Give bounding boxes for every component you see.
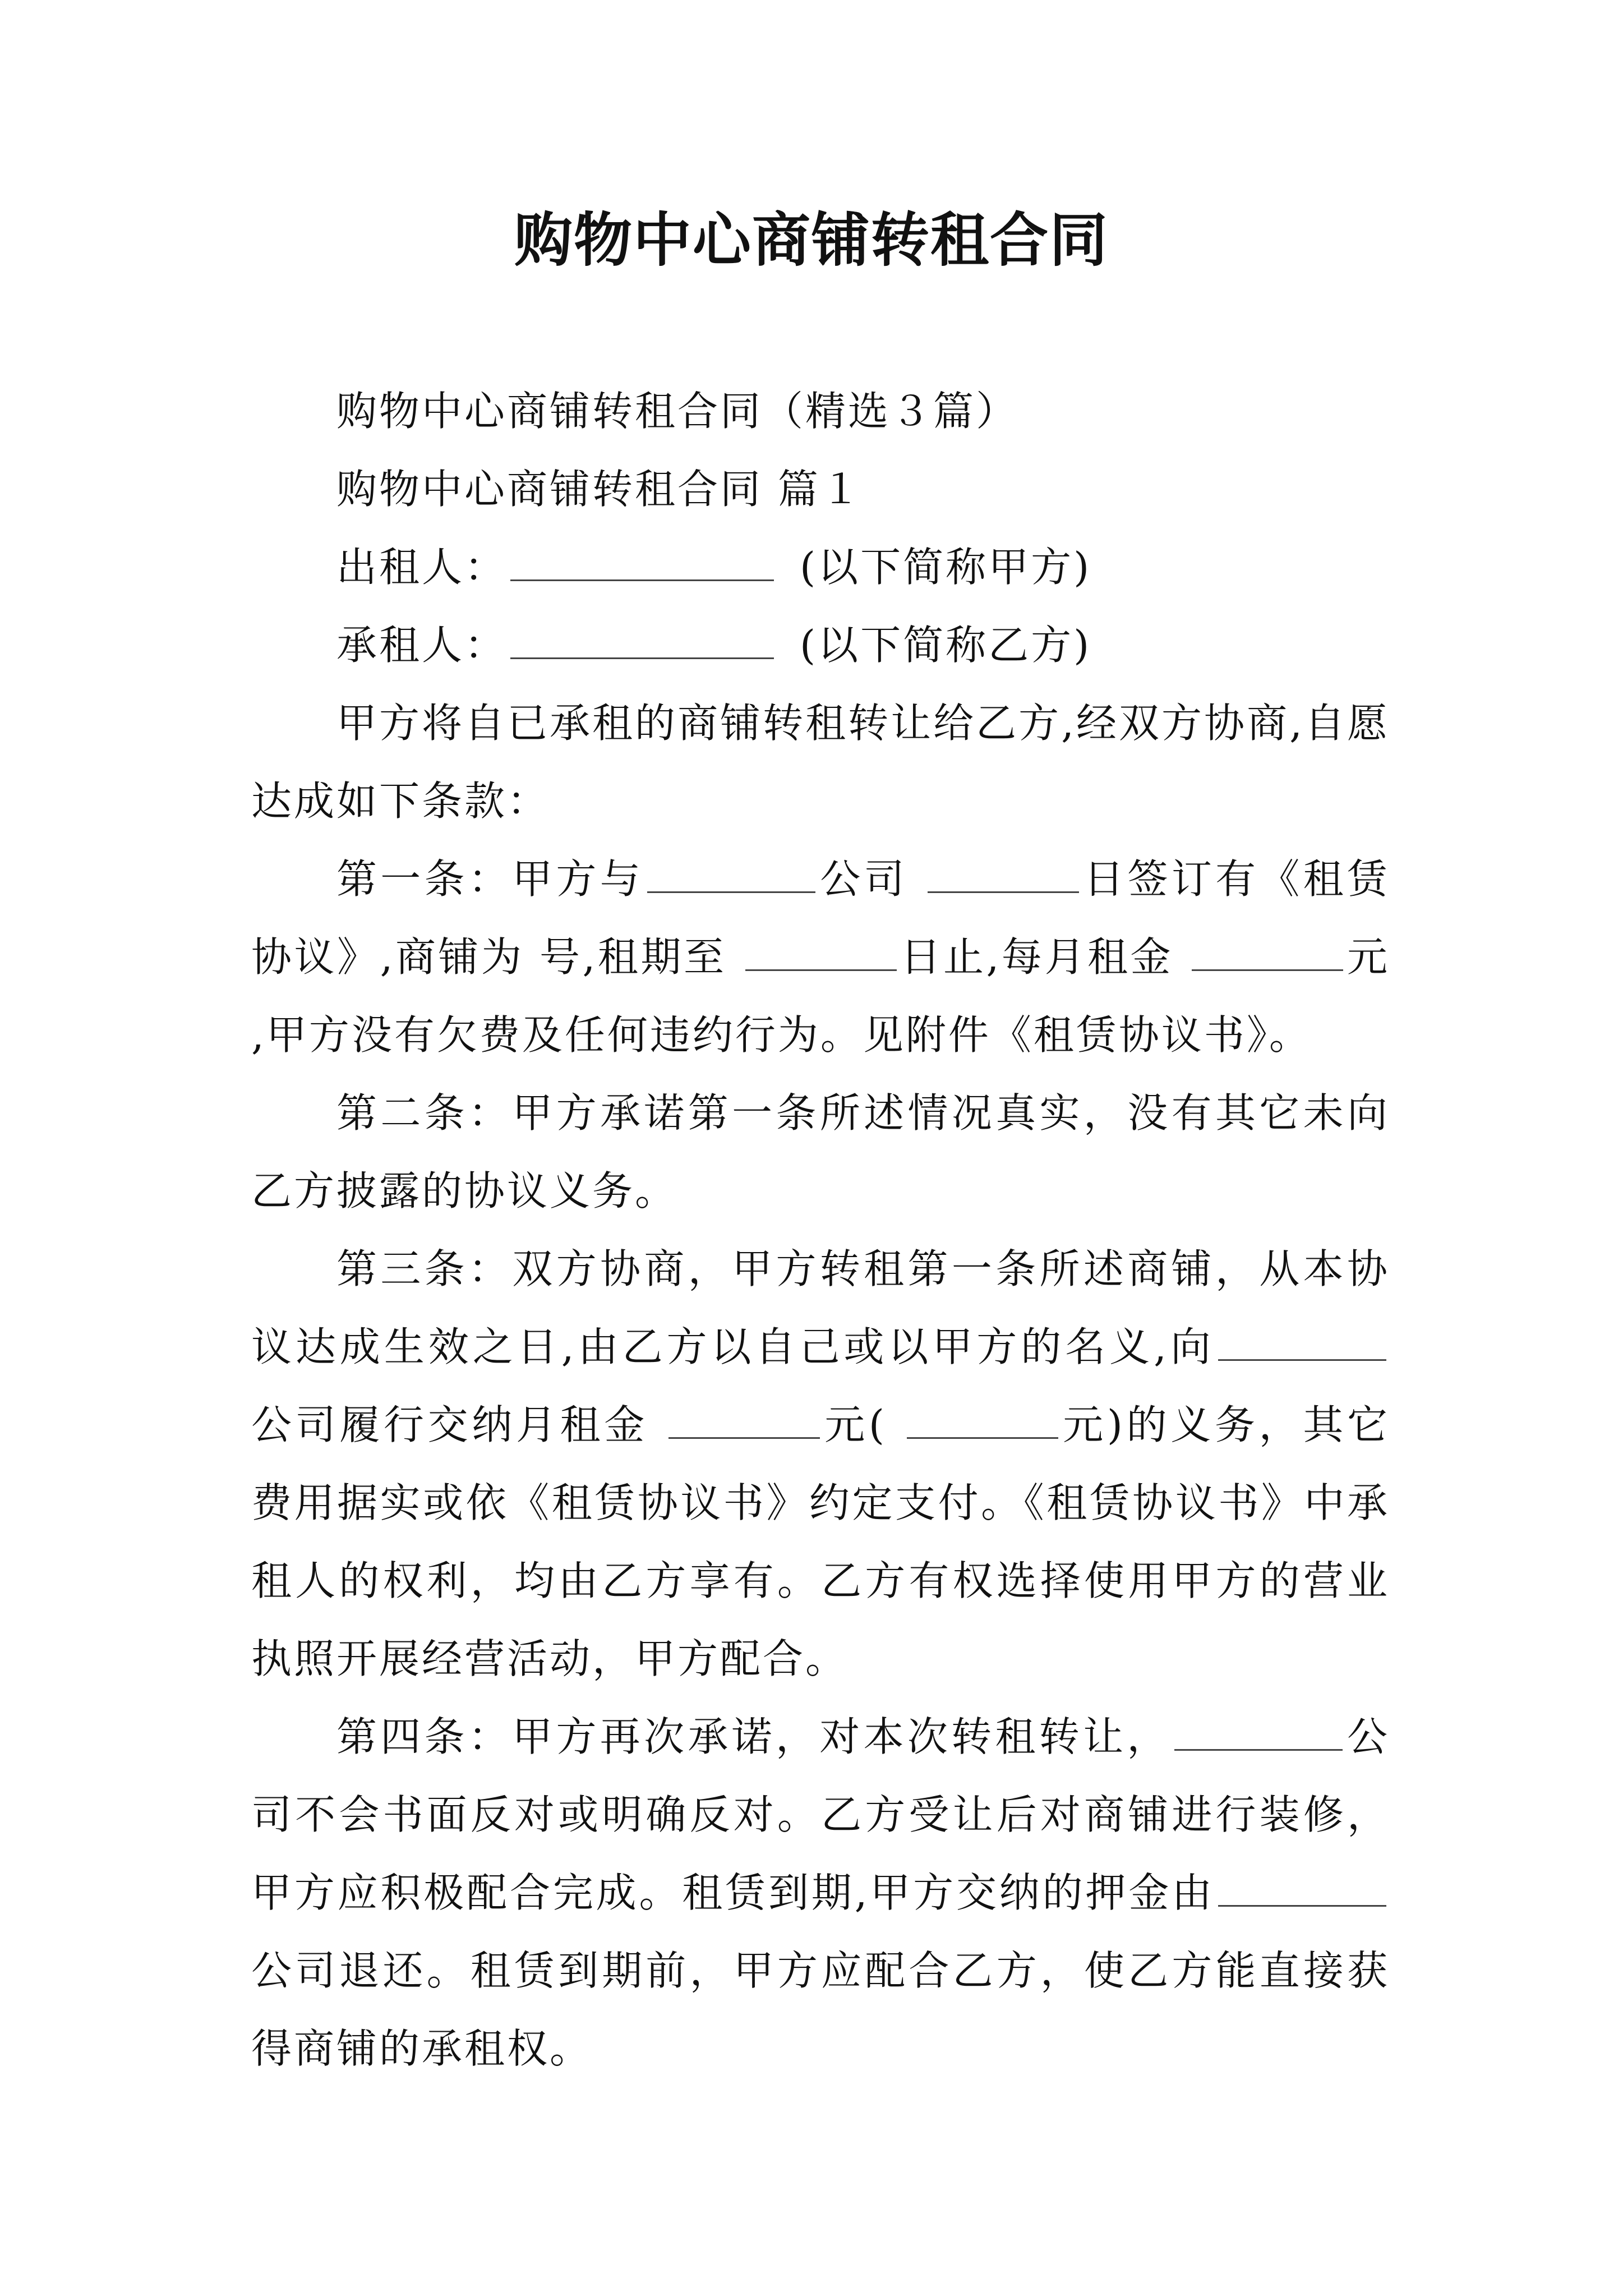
clause-1-blank-company	[647, 853, 815, 893]
lessee-note: (以下简称乙方)	[800, 622, 1092, 669]
clause-3-blank-rent	[668, 1399, 820, 1439]
clause-4-text-3: 公司退还。租赁到期前，甲方应配合乙方，使乙方能直接获得商铺的承租权。	[251, 1947, 1390, 2072]
clause-4-blank-deposit-company	[1218, 1867, 1386, 1907]
clause-3-text-2: 公司履行交纳月租金	[251, 1401, 649, 1448]
clause-1-blank-rent	[1192, 931, 1343, 971]
clause-1-text-2: 公司	[818, 855, 908, 903]
clause-3-text-3: 元(	[823, 1401, 887, 1448]
clause-3	[251, 1230, 1390, 1698]
lessor-label: 出租人：	[336, 544, 508, 591]
clause-4-text-1: 第四条：甲方再次承诺，对本次转租转让，	[336, 1713, 1171, 1760]
clause-1-text-1: 第一条：甲方与	[336, 855, 644, 903]
clause-3-blank-company	[1218, 1321, 1386, 1361]
lessee-label: 承租人：	[336, 622, 508, 669]
clause-1-text-4: 日止,每月租金	[900, 933, 1174, 981]
document-title: 购物中心商铺转租合同	[514, 205, 1109, 274]
clause-1-text-5: 元 ,甲方没有欠费及任何违约行为。见附件《租赁协议书》。	[251, 933, 1390, 1059]
clause-3-text-4: 元)的义务，其它费用据实或依《租赁协议书》约定支付。《租赁协议书》中承租人的权利，均由乙方享有。乙方有权选择使用甲方的营业执照开展经营活动，甲方配合。	[251, 1401, 1390, 1682]
article-heading: 购物中心商铺转租合同 篇１	[336, 466, 863, 513]
document-subtitle: 购物中心商铺转租合同（精选３篇）	[336, 388, 1019, 435]
lessor-line	[251, 528, 1390, 606]
clause-1-text-3: 日签订有《租赁协议》,商铺为 号,租期至	[251, 855, 1390, 981]
clause-2: 第二条：甲方承诺第一条所述情况真实，没有其它未向乙方披露的协议义务。	[251, 1089, 1390, 1214]
clause-1-blank-end-date	[745, 931, 897, 971]
clause-4-text-2: 公司不会书面反对或明确反对。乙方受让后对商铺进行装修，甲方应积极配合完成。租赁到期,甲方交纳的押金由	[251, 1713, 1390, 1916]
clause-4-blank-company	[1174, 1711, 1343, 1751]
lessee-line	[251, 606, 1390, 684]
document-body	[251, 372, 1390, 2088]
clause-3-blank-rent-upper	[907, 1399, 1058, 1439]
lessor-blank	[510, 541, 774, 581]
clause-3-text-1: 第三条：双方协商，甲方转租第一条所述商铺，从本协议达成生效之日,由乙方以自己或以甲方的名义,向	[251, 1245, 1390, 1370]
intro-paragraph: 甲方将自已承租的商铺转租转让给乙方,经双方协商,自愿达成如下条款：	[251, 700, 1390, 825]
lessee-blank	[510, 619, 774, 659]
clause-1-blank-date	[928, 853, 1079, 893]
clause-1	[251, 840, 1390, 1074]
lessor-note: (以下简称甲方)	[800, 544, 1092, 591]
clause-4	[251, 1698, 1390, 2088]
